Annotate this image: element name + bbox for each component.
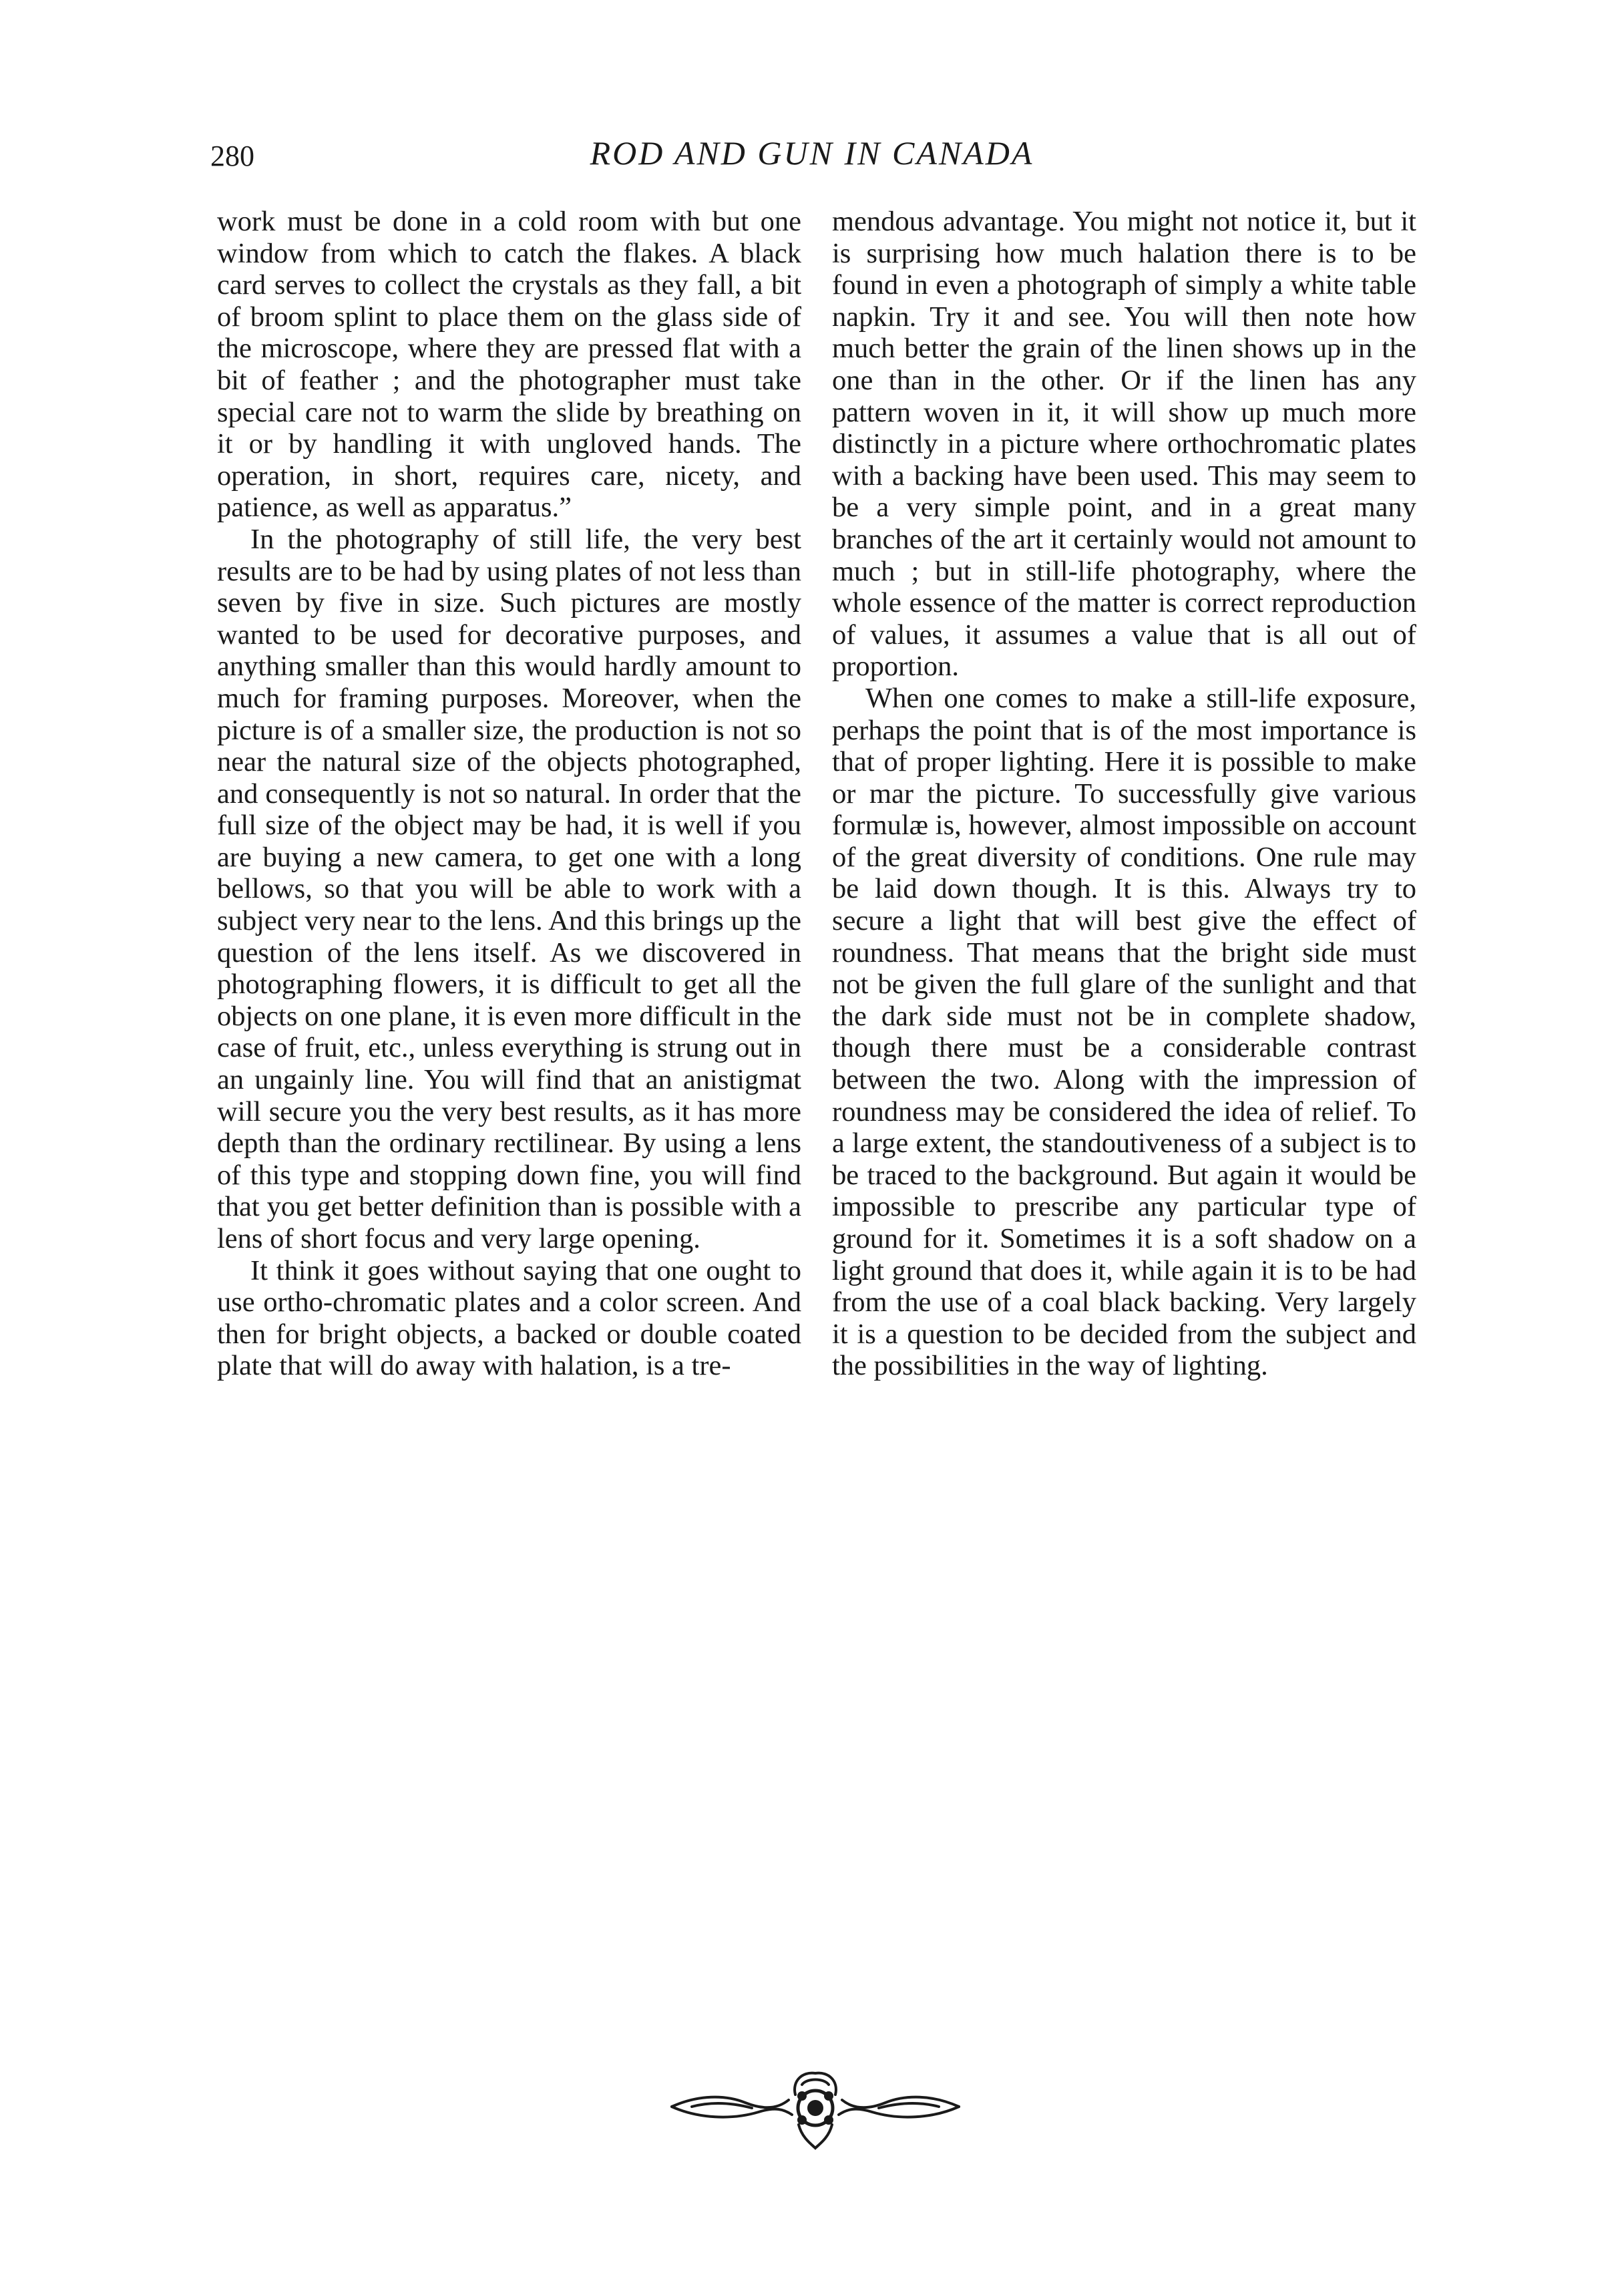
- paragraph: work must be done in a cold room with but one window from which to catch the flakes. A black card serves to collect the crystals as they fall, a bit of broom splint to place them on the glass side of the microscope, where they are pressed flat with a bit of feather ; and the photographer must take special care not to warm the slide by breathing on it or by handling it with ungloved hands. The operation, in short, requires care, nicety, and patience, as well as apparatus.”: [217, 206, 801, 524]
- page-number: 280: [210, 140, 254, 172]
- scroll-ornament-icon: [665, 2055, 966, 2155]
- right-column: [832, 206, 1416, 1382]
- paragraph: mendous advantage. You might not notice it, but it is surprising how much halation there is to be found in even a photograph of simply a white table napkin. Try it and see. You will then note how much better the grain of the linen shows up in the one than in the other. Or if the linen has any pattern woven in it, it will show up much more distinctly in a picture where orthochromatic plates with a backing have been used. This may seem to be a very simple point, and in a great many branches of the art it certainly would not amount to much ; but in still-life photography, where the whole essence of the matter is correct reproduction of values, it assumes a value that is all out of proportion.: [832, 206, 1416, 683]
- left-column: [217, 206, 801, 1382]
- paragraph: It think it goes without saying that one ought to use ortho-chromatic plates and a color screen. And then for bright objects, a backed or double coated plate that will do away with halation, is a tre-: [217, 1254, 801, 1382]
- paragraph: When one comes to make a still-life exposure, perhaps the point that is of the most importance is that of proper lighting. Here it is possible to make or mar the picture. To successfully give various formulæ is, however, almost impossible on account of the great diversity of conditions. One rule may be laid down though. It is this. Always try to secure a light that will best give the effect of roundness. That means that the bright side must not be given the full glare of the sunlight and that the dark side must not be in complete shadow, though there must be a considerable contrast between the two. Along with the impression of roundness may be considered the idea of relief. To a large extent, the standoutiveness of a subject is to be traced to the background. But again it would be impossible to prescribe any particular type of ground for it. Sometimes it is a soft shadow on a light ground that does it, while again it is to be had from the use of a coal black backing. Very largely it is a question to be decided from the subject and the possibilities in the way of lighting.: [832, 682, 1416, 1382]
- paragraph: In the photography of still life, the very best results are to be had by using plates of not less than seven by five in size. Such pictures are mostly wanted to be used for decorative purposes, and anything smaller than this would hardly amount to much for framing purposes. Moreover, when the picture is of a smaller size, the production is not so near the natural size of the objects photographed, and consequently is not so natural. In order that the full size of the object may be had, it is well if you are buying a new camera, to get one with a long bellows, so that you will be able to work with a subject very near to the lens. And this brings up the question of the lens itself. As we discovered in photographing flowers, it is difficult to get all the objects on one plane, it is even more difficult in the case of fruit, etc., unless everything is strung out in an ungainly line. You will find that an anistigmat will secure you the very best results, as it has more depth than the ordinary rectilinear. By using a lens of this type and stopping down fine, you will find that you get better definition than is possible with a lens of short focus and very large opening.: [217, 523, 801, 1254]
- running-title: ROD AND GUN IN CANADA: [590, 134, 1034, 172]
